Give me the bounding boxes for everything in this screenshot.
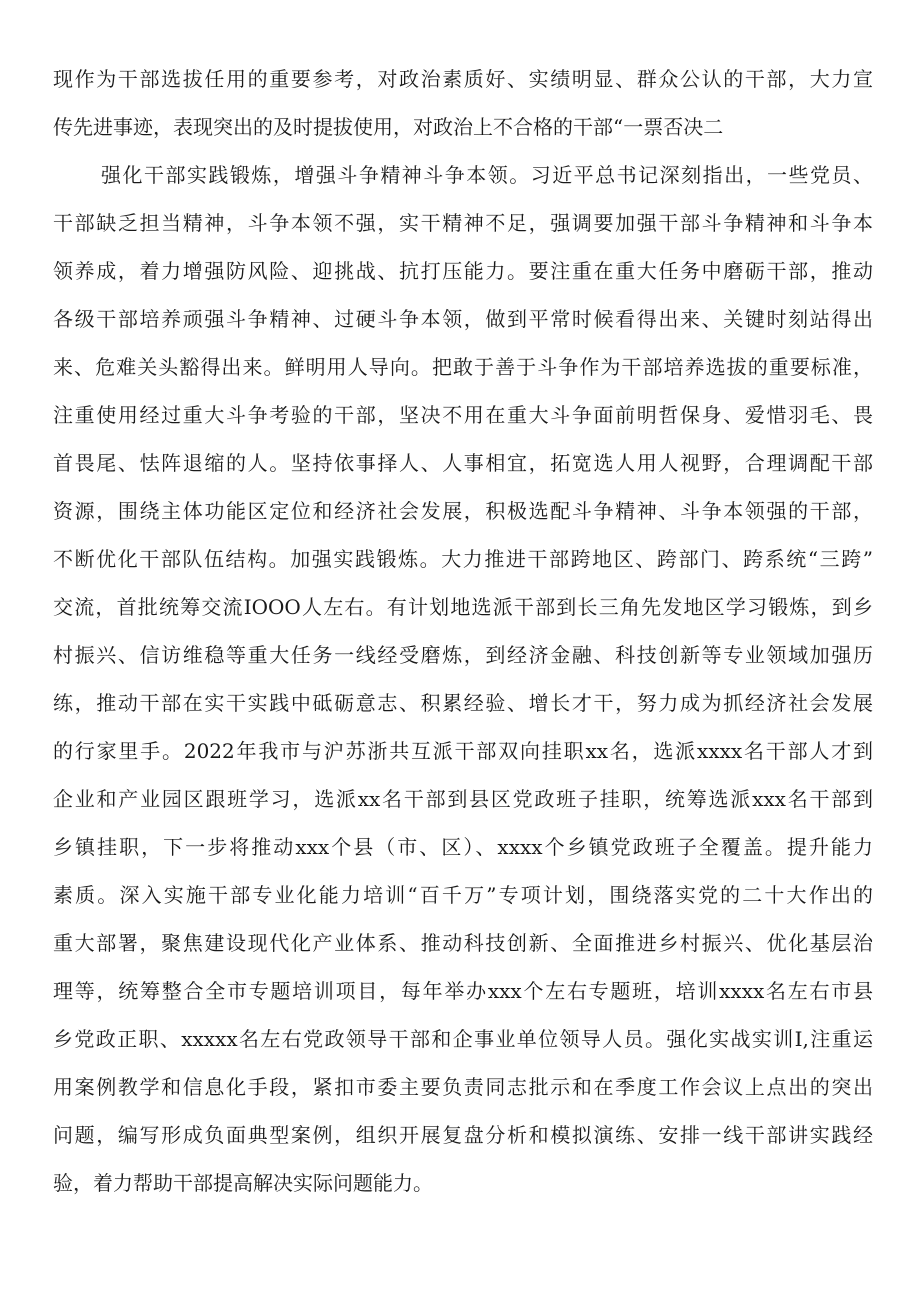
text-line-5: 领养成，着力增强防风险、迎挑战、抗打压能力。要注重在重大任务中磨砺干部，推动 [53,259,873,283]
text-line-11: 不断优化干部队伍结构。加强实践锻炼。大力推进干部跨地区、跨部门、跨系统“三跨” [53,547,873,571]
text-line-15: 的行家里手。2022年我市与沪苏浙共互派干部双向挂职xx名，选派xxxx名干部人才到 [53,739,873,763]
text-line-18: 素质。深入实施干部专业化能力培训“百千万”专项计划，围绕落实党的二十大作出的 [53,883,873,907]
text-line-21: 乡党政正职、xxxxx名左右党政领导干部和企事业单位领导人员。强化实战实训I,注重运 [53,1027,873,1051]
paragraph-last-line: 验，着力帮助干部提高解决实际问题能力。 [53,1171,433,1195]
text-line-7: 来、危难关头豁得出来。鲜明用人导向。把敢于善于斗争作为干部培养选拔的重要标准， [53,355,873,379]
text-line-13: 村振兴、信访维稳等重大任务一线经受磨炼，到经济金融、科技创新等专业领域加强历 [53,643,873,667]
text-line-17: 乡镇挂职，下一步将推动xxx个县（市、区）、xxxx个乡镇党政班子全覆盖。提升能力 [53,835,873,859]
text-line-23: 问题，编写形成负面典型案例，组织开展复盘分析和模拟演练、安排一线干部讲实践经 [53,1123,873,1147]
text-line-4: 干部缺乏担当精神，斗争本领不强，实干精神不足，强调要加强干部斗争精神和斗争本 [53,211,873,235]
text-line-20: 理等，统筹整合全市专题培训项目，每年举办xxx个左右专题班，培训xxxx名左右市县 [53,979,873,1003]
paragraph-first-line: 强化干部实践锻炼，增强斗争精神斗争本领。习近平总书记深刻指出，一些党员、 [101,163,873,187]
text-line-9: 首畏尾、怯阵退缩的人。坚持依事择人、人事相宜，拓宽选人用人视野，合理调配干部 [53,451,873,475]
text-line-2: 传先进事迹，表现突出的及时提拔使用，对政治上不合格的干部“一票否决二 [53,115,724,139]
text-line-19: 重大部署，聚焦建设现代化产业体系、推动科技创新、全面推进乡村振兴、优化基层治 [53,931,873,955]
text-line-10: 资源，围绕主体功能区定位和经济社会发展，积极选配斗争精神、斗争本领强的干部， [53,499,873,523]
text-line-8: 注重使用经过重大斗争考验的干部，坚决不用在重大斗争面前明哲保身、爱惜羽毛、畏 [53,403,873,427]
text-line-6: 各级干部培养顽强斗争精神、过硬斗争本领，做到平常时候看得出来、关键时刻站得出 [53,307,873,331]
text-line-12: 交流，首批统筹交流IOOO人左右。有计划地选派干部到长三角先发地区学习锻炼，到乡 [53,595,873,619]
text-line-14: 练，推动干部在实干实践中砥砺意志、积累经验、增长才干，努力成为抓经济社会发展 [53,691,873,715]
text-line-22: 用案例教学和信息化手段，紧扣市委主要负责同志批示和在季度工作会议上点出的突出 [53,1075,873,1099]
text-line-1: 现作为干部选拔任用的重要参考，对政治素质好、实绩明显、群众公认的干部，大力宣 [53,67,873,91]
text-line-16: 企业和产业园区跟班学习，选派xx名干部到县区党政班子挂职，统筹选派xxx名干部到 [53,787,873,811]
